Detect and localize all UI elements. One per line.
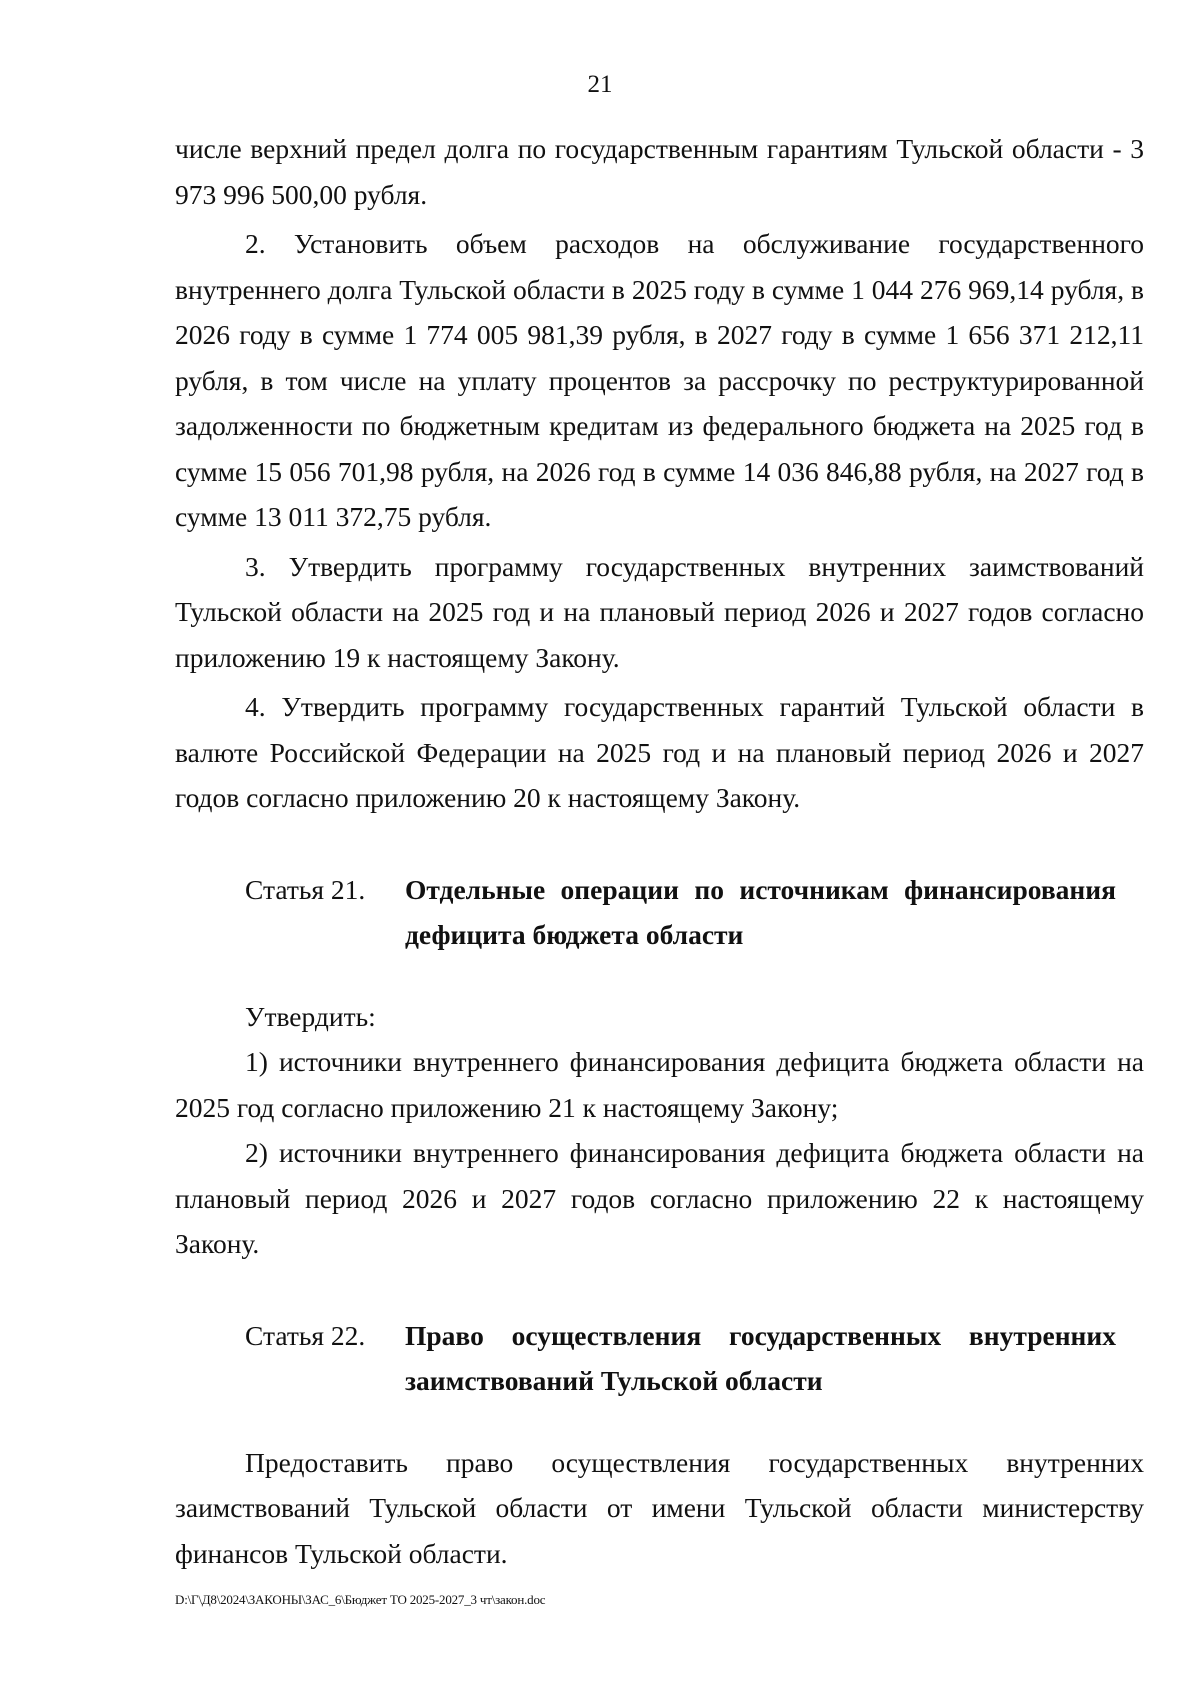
paragraph-item-2: 2. Установить объем расходов на обслуживание государственного внутреннего долга Тульской области в 2025 году в сумме 1 044 276 969,14 рубля, в 2026 году в сумме 1 774 005 981,39 рубля, в 2027 году в сумме 1 656 371 212,11 рубля, в том числе на уплату процентов за рассрочку по реструктурированной задолженности по бюджетным кредитам из федерального бюджета на 2025 год в сумме 15 056 701,98 рубля, на 2026 год в сумме 14 036 846,88 рубля, на 2027 год в сумме 13 011 372,75 рубля. <box>175 228 1144 532</box>
document-body <box>175 126 1144 1576</box>
article-21-intro: Утвердить: <box>245 1000 376 1032</box>
article-21-title: Отдельные операции по источникам финансирования дефицита бюджета области <box>405 873 1116 950</box>
paragraph-continuation: числе верхний предел долга по государственным гарантиям Тульской области - 3 973 996 500,00 рубля. <box>175 133 1144 210</box>
paragraph-item-4: 4. Утвердить программу государственных гарантий Тульской области в валюте Российской Федерации на 2025 год и на плановый период 2026 и 2027 годов согласно приложению 20 к настоящему Закону. <box>175 691 1144 813</box>
paragraph-item-3: 3. Утвердить программу государственных внутренних заимствований Тульской области на 2025 год и на плановый период 2026 и 2027 годов согласно приложению 19 к настоящему Закону. <box>175 550 1144 673</box>
article-21-heading <box>175 867 1144 958</box>
article-22-title: Право осуществления государственных внутренних заимствований Тульской области <box>405 1319 1116 1396</box>
page-number: 21 <box>587 71 613 98</box>
article-22-label: Статья 22. <box>245 1319 366 1351</box>
file-path-footer: D:\Г\Д8\2024\ЗАКОНЫ\ЗАС_6\Бюджет ТО 2025-2027_3 чт\закон.doc <box>175 1592 546 1607</box>
article-21-label: Статья 21. <box>245 873 366 905</box>
article-21-item-1: 1) источники внутреннего финансирования дефицита бюджета области на 2025 год согласно приложению 21 к настоящему Закону; <box>175 1046 1144 1123</box>
article-21-item-2: 2) источники внутреннего финансирования дефицита бюджета области на плановый период 2026 и 2027 годов согласно приложению 22 к настоящему Закону. <box>175 1137 1144 1259</box>
article-22-heading <box>175 1313 1144 1404</box>
article-22-text: Предоставить право осуществления государственных внутренних заимствований Тульской области от имени Тульской области министерству финансов Тульской области. <box>175 1446 1144 1569</box>
